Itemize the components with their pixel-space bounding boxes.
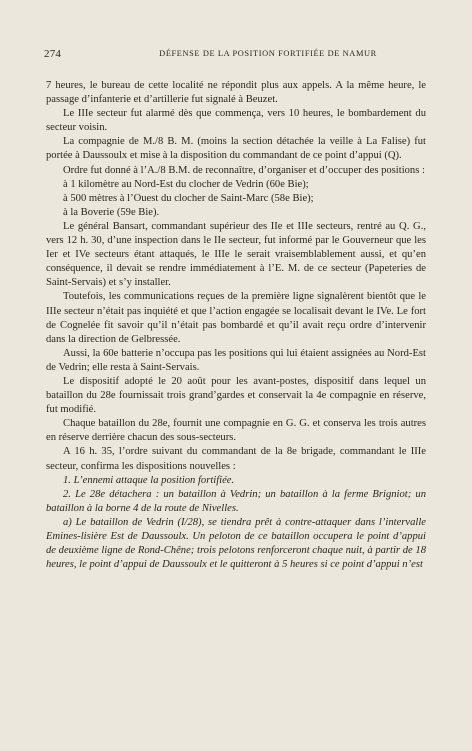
list-item: à 1 kilomètre au Nord-Est du clocher de Vedrin (60e Bie); [63, 178, 309, 190]
paragraph: 7 heures, le bureau de cette localité ne répondit plus aux appels. A la même heure, le passage d’infanterie et d’artillerie fut signalé à Beuzet. [46, 80, 426, 106]
page-body [46, 79, 426, 572]
page-header [44, 48, 432, 62]
page-number: 274 [44, 48, 62, 60]
paragraph: A 16 h. 35, l’ordre suivant du commandant de la 8e brigade, commandant le IIIe secteur, confirma les dispositions nouvelles : [46, 446, 426, 472]
order-item: a) Le bataillon de Vedrin (I/28), se tiendra prêt à contre-attaquer dans l’intervalle Emines-lisière Est de Daussoulx. Un peloton de ce bataillon occupera le point d’appui de deuxième ligne de Rond-Chêne; trois pelotons renforceront chaque nuit, à partir de 18 heures, le point d’appui de Daussoulx et le quitteront à 5 heures si ce point d’appui n’est [46, 516, 426, 571]
paragraph: Le IIIe secteur fut alarmé dès que commença, vers 10 heures, le bombardement du secteur voisin. [46, 108, 426, 134]
paragraph: Aussi, la 60e batterie n’occupa pas les positions qui lui étaient assignées au Nord-Est de Vedrin; elle resta à Saint-Servais. [46, 347, 426, 373]
paragraph: La compagnie de M./8 B. M. (moins la section détachée la veille à La Falise) fut portée à Daussoulx et mise à la disposition du commandant de ce point d’appui (Q). [46, 136, 426, 162]
paragraph: Chaque bataillon du 28e, fournit une compagnie en G. G. et conserva les trois autres en réserve derrière chacun des sous-secteurs. [46, 418, 426, 444]
order-item: 1. L’ennemi attaque la position fortifiée. [63, 474, 235, 486]
list-item: à la Boverie (59e Bie). [63, 206, 160, 218]
paragraph: Ordre fut donné à l’A./8 B.M. de reconnaître, d’organiser et d’occuper des positions : [63, 164, 425, 176]
running-title: DÉFENSE DE LA POSITION FORTIFIÉE DE NAMUR [159, 49, 377, 58]
paragraph: Le général Bansart, commandant supérieur des IIe et IIIe secteurs, rentré au Q. G., vers 12 h. 30, d’une inspection dans le IIe secteur, fut informé par le Gouverneur que les Ier et IVe secteurs étant attaqués, le IIIe le serait vraisemblablement aussi, et qu’en conséquence, il devait se rendre immédiatement à l’E. M. de ce secteur (Papeteries de Saint-Servais) et s’y installer. [46, 220, 426, 289]
order-item: 2. Le 28e détachera : un bataillon à Vedrin; un bataillon à la ferme Brigniot; un bataillon à la borne 4 de la route de Nivelles. [46, 488, 426, 514]
paragraph: Toutefois, les communications reçues de la première ligne signalèrent bientôt que le IIIe secteur n’était pas inquiété et que l’action engagée se localisait devant le IVe. Le fort de Cognelée fit savoir qu’il n’était pas bombardé et qu’il avait reçu ordre d’intervenir dans la direction de Gelbressée. [46, 291, 426, 345]
paragraph: Le dispositif adopté le 20 août pour les avant-postes, dispositif dans lequel un bataillon du 28e fournissait trois grand’gardes et conservait la 4e compagnie en réserve, fut modifié. [46, 375, 426, 416]
list-item: à 500 mètres à l’Ouest du clocher de Saint-Marc (58e Bie); [63, 192, 314, 204]
